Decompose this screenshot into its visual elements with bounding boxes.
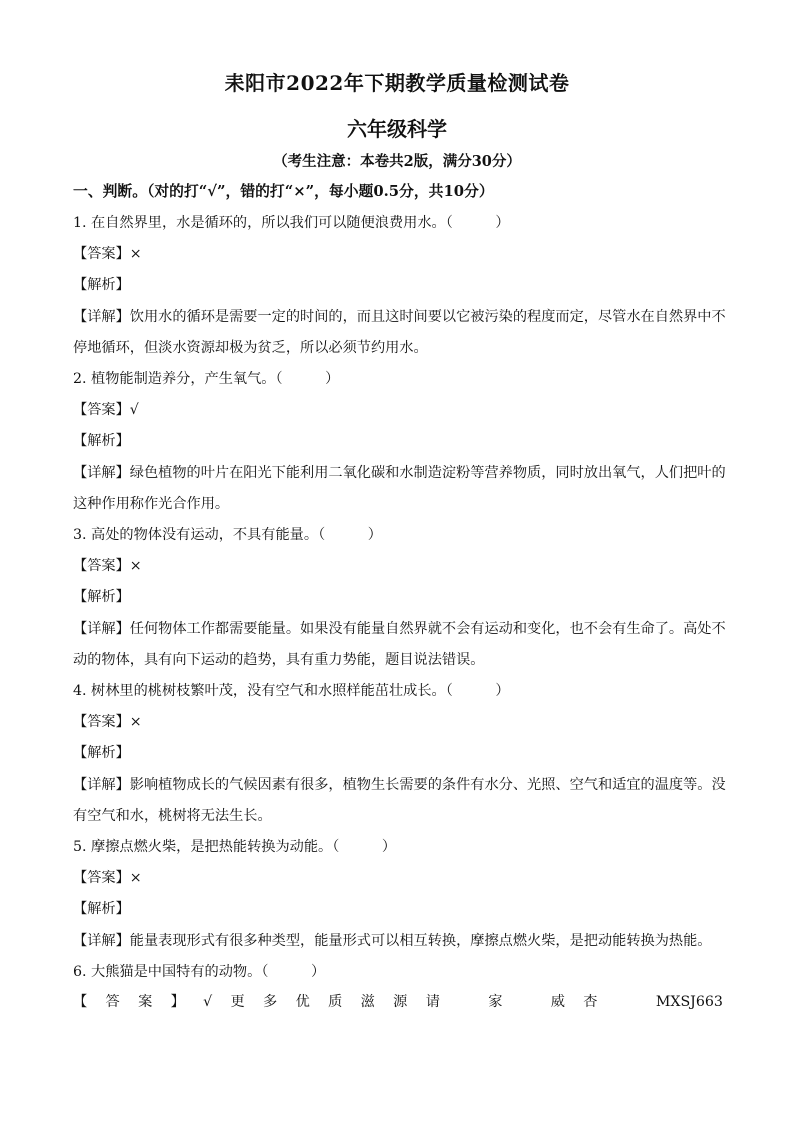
answer-6-part: 威 [550, 994, 565, 1010]
answer-6-part: √ [203, 994, 213, 1010]
detail-1-line-2: 停地循环，但淡水资源却极为贫乏，所以必须节约用水。 [73, 340, 428, 356]
detail-5-line-1: 【详解】能量表现形式有很多种类型，能量形式可以相互转换，摩擦点燃火柴，是把动能转换为热能。 [73, 933, 712, 949]
answer-2: 【答案】√ [73, 402, 139, 418]
answer-6-part: 源 [393, 994, 408, 1010]
answer-6-part: 家 [488, 994, 503, 1010]
exam-note: （考生注意：本卷共2版，满分30分） [273, 153, 521, 170]
analysis-2: 【解析】 [73, 433, 130, 449]
analysis-3: 【解析】 [73, 589, 130, 605]
analysis-5: 【解析】 [73, 901, 130, 917]
question-2: 2. 植物能制造养分，产生氧气。（ ） [73, 371, 340, 387]
question-5: 5. 摩擦点燃火柴，是把热能转换为动能。（ ） [73, 839, 397, 855]
answer-6-part: 请 [425, 994, 440, 1010]
answer-6-part: 滋 [360, 994, 375, 1010]
analysis-4: 【解析】 [73, 745, 130, 761]
answer-6-part: 多 [263, 994, 278, 1010]
detail-3-line-2: 动的物体，具有向下运动的趋势，具有重力势能，题目说法错误。 [73, 652, 485, 668]
exam-subtitle: 六年级科学 [347, 117, 447, 141]
detail-3-line-1: 【详解】任何物体工作都需要能量。如果没有能量自然界就不会有运动和变化，也不会有生命了。高处不 [73, 621, 726, 637]
section-heading: 一、判断。（对的打“√”，错的打“×”，每小题0.5分，共10分） [73, 183, 494, 200]
answer-6-part: 【 [73, 994, 88, 1010]
answer-6-part: 杏 [583, 994, 598, 1010]
answer-1: 【答案】× [73, 246, 142, 262]
question-3: 3. 高处的物体没有运动，不具有能量。（ ） [73, 527, 382, 543]
question-6: 6. 大熊猫是中国特有的动物。（ ） [73, 964, 326, 980]
answer-6-part: MXSJ663 [655, 994, 723, 1010]
answer-6-part: 答 [105, 994, 120, 1010]
detail-4-line-2: 有空气和水，桃树将无法生长。 [73, 808, 272, 824]
answer-6-line [73, 992, 723, 1012]
answer-6-part: 】 [170, 994, 185, 1010]
answer-6-part: 更 [230, 994, 245, 1010]
answer-4: 【答案】× [73, 714, 142, 730]
detail-4-line-1: 【详解】影响植物成长的气候因素有很多，植物生长需要的条件有水分、光照、空气和适宜的温度等。没 [73, 777, 726, 793]
question-1: 1. 在自然界里，水是循环的，所以我们可以随便浪费用水。（ ） [73, 215, 510, 231]
exam-title: 耒阳市2022年下期教学质量检测试卷 [224, 71, 570, 95]
detail-1-line-1: 【详解】饮用水的循环是需要一定的时间的，而且这时间要以它被污染的程度而定，尽管水在自然界中不 [73, 309, 726, 325]
question-4: 4. 树林里的桃树枝繁叶茂，没有空气和水照样能茁壮成长。（ ） [73, 683, 510, 699]
answer-6-part: 优 [295, 994, 310, 1010]
answer-6-part: 案 [138, 994, 153, 1010]
detail-2-line-1: 【详解】绿色植物的叶片在阳光下能利用二氧化碳和水制造淀粉等营养物质，同时放出氧气，人们把叶的 [73, 465, 726, 481]
answer-5: 【答案】× [73, 870, 142, 886]
answer-3: 【答案】× [73, 558, 142, 574]
analysis-1: 【解析】 [73, 277, 130, 293]
answer-6-part: 质 [328, 994, 343, 1010]
detail-2-line-2: 这种作用称作光合作用。 [73, 496, 230, 512]
